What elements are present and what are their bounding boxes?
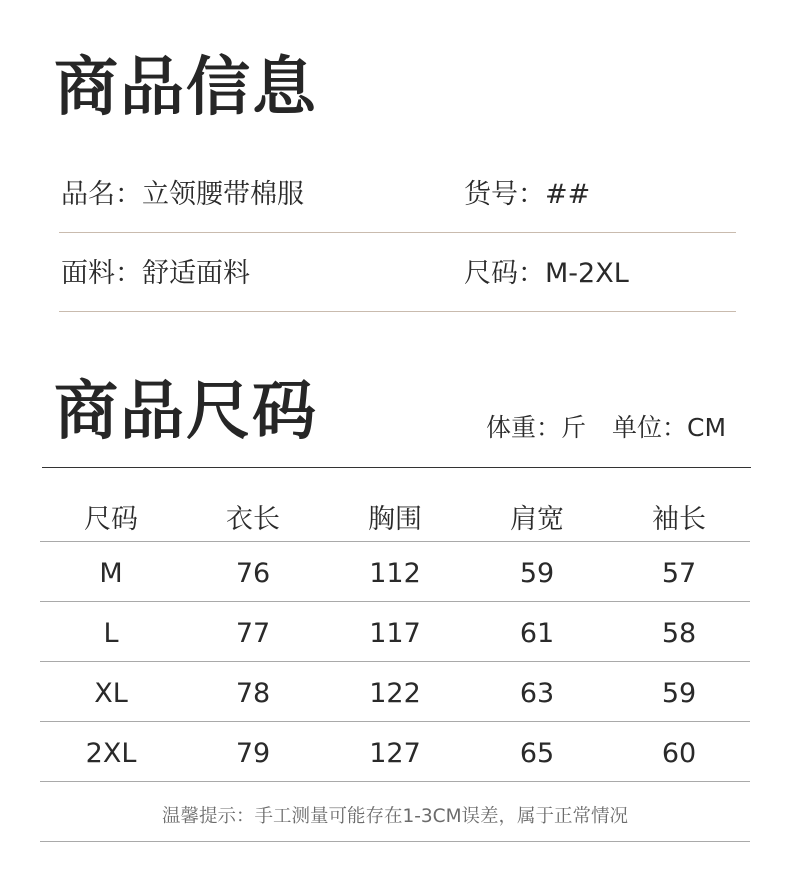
cell-sleeve: 58 xyxy=(661,617,697,649)
unit-label: 单位：CM xyxy=(612,413,727,442)
product-size-range: 尺码：M-2XL xyxy=(464,258,629,289)
cell-shoulder: 59 xyxy=(519,557,555,589)
header-length: 衣长 xyxy=(226,504,280,535)
cell-size: M xyxy=(99,557,123,589)
table-row xyxy=(40,722,750,782)
measurement-meta xyxy=(486,412,726,444)
header-sleeve: 袖长 xyxy=(652,504,706,535)
info-row-fabric-size xyxy=(59,233,736,312)
product-name: 品名：立领腰带棉服 xyxy=(61,179,304,210)
table-header-row xyxy=(40,505,750,542)
header-chest: 胸围 xyxy=(368,504,422,535)
cell-size: 2XL xyxy=(85,737,137,769)
cell-size: L xyxy=(103,617,119,649)
product-fabric: 面料：舒适面料 xyxy=(61,258,250,289)
cell-shoulder: 63 xyxy=(519,677,555,709)
measurement-note: 温馨提示：手工测量可能存在1-3CM误差，属于正常情况 xyxy=(161,806,629,827)
bottom-divider xyxy=(40,841,750,842)
cell-chest: 112 xyxy=(369,557,421,589)
cell-chest: 122 xyxy=(369,677,421,709)
weight-label: 体重：斤 xyxy=(486,413,587,442)
cell-shoulder: 61 xyxy=(519,617,555,649)
cell-sleeve: 59 xyxy=(661,677,697,709)
cell-chest: 117 xyxy=(369,617,421,649)
product-sku: 货号：## xyxy=(464,179,591,210)
size-table xyxy=(40,505,750,782)
info-row-name-sku xyxy=(59,154,736,233)
cell-size: XL xyxy=(94,677,128,709)
cell-shoulder: 65 xyxy=(519,737,555,769)
cell-length: 79 xyxy=(235,737,271,769)
header-shoulder: 肩宽 xyxy=(510,504,564,535)
cell-chest: 127 xyxy=(369,737,421,769)
cell-sleeve: 60 xyxy=(661,737,697,769)
header-size: 尺码 xyxy=(84,504,138,535)
table-row xyxy=(40,542,750,602)
product-size-title: 商品尺码 xyxy=(54,375,318,449)
table-row xyxy=(40,662,750,722)
cell-length: 78 xyxy=(235,677,271,709)
cell-length: 77 xyxy=(235,617,271,649)
product-info-title: 商品信息 xyxy=(54,51,318,125)
cell-length: 76 xyxy=(235,557,271,589)
table-row xyxy=(40,602,750,662)
table-top-divider xyxy=(42,467,751,468)
cell-sleeve: 57 xyxy=(661,557,697,589)
